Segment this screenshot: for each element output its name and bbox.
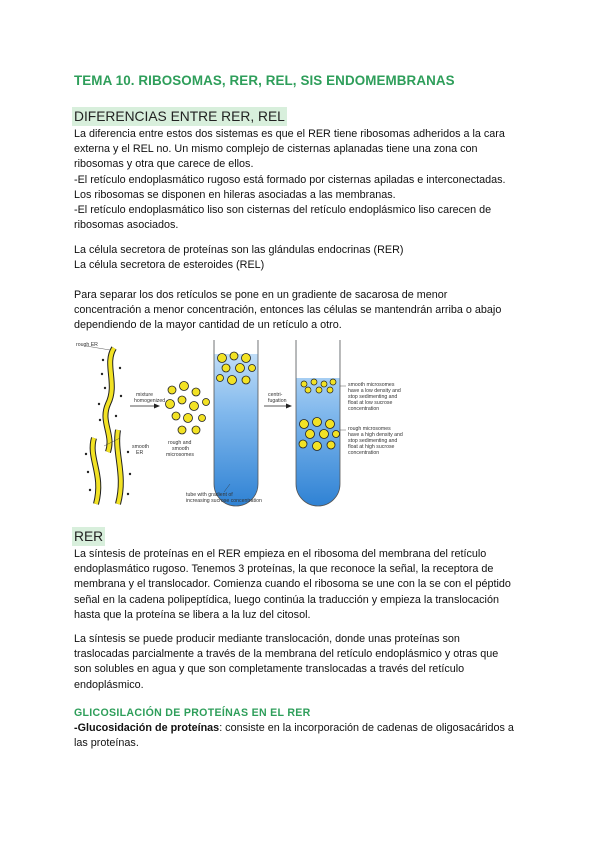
text-line: La síntesis se puede producir mediante translocación, donde unas proteínas son (74, 633, 460, 645)
text-line: traslocadas parcialmente a través de la membrana del retículo endoplásmico y otras que (74, 648, 499, 661)
text-line: las proteínas. (74, 737, 139, 750)
text-line: hasta que la proteína se libera a la luz del citosol. (74, 608, 311, 621)
note-line: stop sedimenting and (348, 438, 398, 444)
sucrose-gradient-tube (214, 340, 258, 506)
paragraph-glucosidacion (74, 721, 530, 751)
text-line: -El retículo endoplasmático liso son cisternas del retículo endoplásmico liso carecen de (74, 204, 492, 217)
label-tube-caption-2: increasing sucrose concentration (186, 498, 262, 504)
er-membrane-illustration (85, 346, 131, 504)
definition-text: : consiste en la incorporación de cadenas de oligosacáridos a (219, 722, 514, 734)
text-line: La diferencia entre estos dos sistemas es que el RER tiene ribosomas adheridos a la cara (74, 128, 505, 140)
rough-microsomes-note (348, 426, 403, 456)
text-line: La célula secretora de proteínas son las glándulas endocrinas (RER) (74, 244, 404, 256)
label-smooth-er-1: smooth (132, 444, 150, 450)
text-line: membrana y el translocador. Comienza cuando el ribosoma se une con la se con el péptido (74, 578, 511, 591)
arrowhead-icon (154, 404, 160, 409)
text-line: ribosomas y otra que carece de ellos. (74, 158, 254, 171)
microsome-separation-figure (74, 334, 454, 510)
separated-tube (296, 340, 346, 506)
text-line: endoplasmático rugoso. Tenemos 3 proteínas, la que reconoce la señal, la receptora de (74, 563, 494, 576)
label-tube-caption-1: tube with gradient of (186, 492, 233, 498)
text-line: dependiendo de la mayor cantidad de un retículo a otro. (74, 319, 342, 332)
label-centri-1: centri- (268, 392, 283, 398)
note-line: float at low sucrose (348, 400, 393, 406)
paragraph-rer-translocacion (74, 632, 530, 693)
note-line: concentration (348, 450, 380, 456)
subheading-glicosilacion: GLICOSILACIÓN DE PROTEÍNAS EN EL RER (74, 707, 311, 719)
note-line: have a high density and (348, 432, 403, 438)
label-mixture-2: homogenized (134, 398, 166, 404)
term-glucosidacion: -Glucosidación de proteínas (74, 722, 220, 734)
paragraph-diferencias (74, 127, 530, 233)
text-line: La síntesis de proteínas en el RER empieza en el ribosoma del membrana del retículo (74, 548, 487, 560)
arrowhead-icon (286, 404, 292, 409)
text-line: concentración a menor concentración, entonces las células se mantendrán arriba o abajo (74, 304, 502, 317)
text-line: Los ribosomas se disponen en hileras asociadas a las membranas. (74, 188, 396, 201)
section-heading-diferencias: DIFERENCIAS ENTRE RER, REL (74, 109, 285, 124)
note-line: stop sedimenting and (348, 394, 398, 400)
label-rough-smooth-1: rough and (168, 440, 192, 446)
text-line (74, 721, 530, 736)
note-line: have a low density and (348, 388, 401, 394)
text-line: ribosomas asociados. (74, 219, 179, 232)
label-mixture-1: mixture (136, 392, 154, 398)
label-smooth-er-2: ER (136, 450, 144, 456)
text-line: externa y el REL no. Un mismo complejo de cisternas aplanadas tiene una zona con (74, 143, 478, 156)
label-rough-er: rough ER (76, 342, 98, 348)
note-line: rough microsomes (348, 426, 391, 432)
text-line: endoplásmico. (74, 678, 144, 691)
page-title: TEMA 10. RIBOSOMAS, RER, REL, SIS ENDOMEMBRANAS (74, 73, 455, 88)
section-heading-rer: RER (74, 529, 104, 544)
text-line: -El retículo endoplasmático rugoso está formado por cisternas apiladas e interconectadas. (74, 173, 506, 186)
microsome-cluster (166, 382, 210, 435)
note-line: smooth microsomes (348, 382, 395, 388)
smooth-microsomes-note (348, 382, 401, 412)
note-line: float at high sucrose (348, 444, 395, 450)
paragraph-separacion (74, 288, 530, 334)
text-line: son solubles en agua y que son completamente translocadas a través del retículo (74, 663, 465, 676)
label-rough-smooth-2: smooth (172, 446, 190, 452)
label-rough-smooth-3: microsomes (166, 452, 194, 458)
label-centri-2: fugation (268, 398, 287, 404)
paragraph-rer-sintesis (74, 547, 530, 623)
text-line: Para separar los dos retículos se pone en un gradiente de sacarosa de menor (74, 289, 448, 301)
note-line: concentration (348, 406, 380, 412)
text-line: señal en la cadena polipeptídica, luego continúa la traducción y empieza la translocación (74, 593, 499, 606)
paragraph-secretoras (74, 243, 530, 273)
text-line: La célula secretora de esteroides (REL) (74, 259, 265, 272)
